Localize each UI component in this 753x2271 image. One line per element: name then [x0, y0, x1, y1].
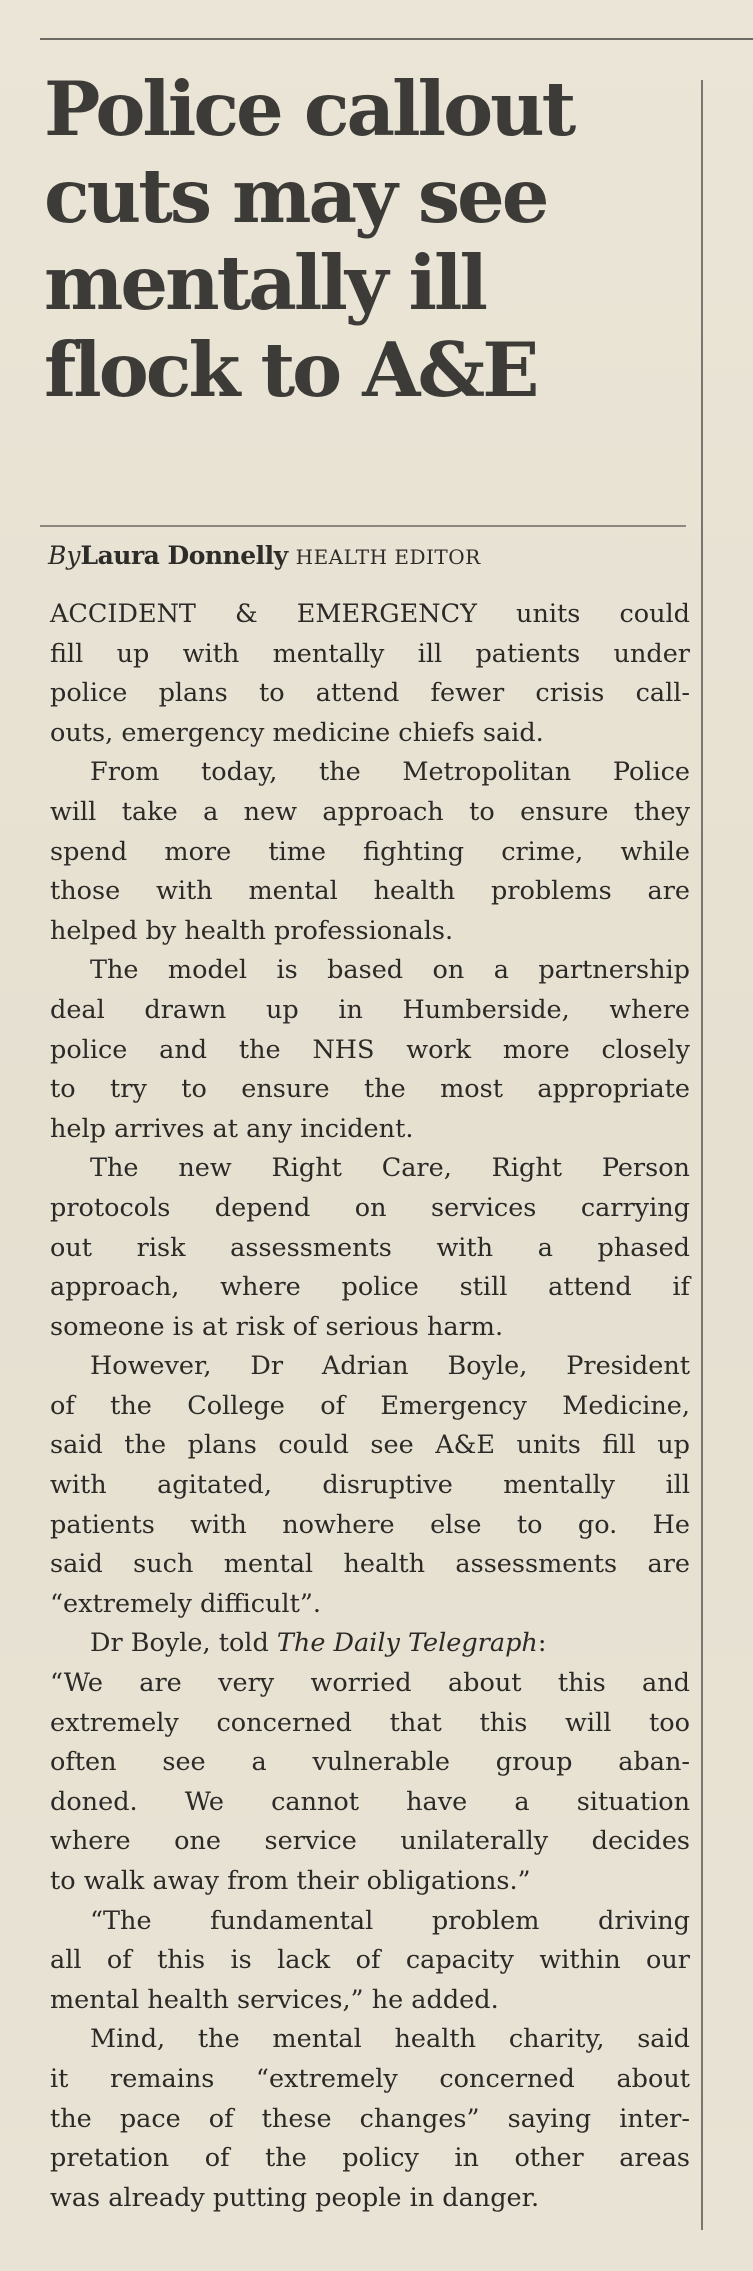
paragraph-6 — [50, 1624, 690, 1901]
text-line: protocols depend on services carrying — [50, 1192, 690, 1223]
byline-by: By — [48, 541, 81, 570]
text-line: mental health services,” he added. — [50, 1984, 499, 2015]
text-line: out risk assessments with a phased — [50, 1232, 690, 1263]
text-line: with agitated, disruptive mentally ill — [50, 1470, 690, 1501]
text-line: where one service unilaterally decides — [50, 1826, 690, 1857]
text-line: Mind, the mental health charity, said — [90, 2024, 690, 2055]
headline-line: cuts may see — [44, 152, 547, 240]
text-line: ACCIDENT & EMERGENCY units could — [50, 599, 690, 629]
text-line: deal drawn up in Humberside, where — [50, 994, 690, 1025]
text-line — [50, 1624, 690, 1664]
text-line: “We are very worried about this and — [50, 1668, 690, 1699]
byline-role: HEALTH EDITOR — [295, 545, 481, 569]
text-line: police and the NHS work more closely — [50, 1034, 690, 1065]
paragraph-1 — [50, 595, 690, 753]
paragraph-2 — [50, 753, 690, 951]
text-line: all of this is lack of capacity within our — [50, 1945, 690, 1976]
paragraph-3 — [50, 951, 690, 1149]
text-line: patients with nowhere else to go. He — [50, 1509, 690, 1540]
text-line: to try to ensure the most appropriate — [50, 1074, 690, 1105]
text-line: pretation of the policy in other areas — [50, 2143, 690, 2174]
text-line: said such mental health assessments are — [50, 1549, 690, 1580]
text-line: The model is based on a partnership — [90, 955, 690, 986]
text-line: outs, emergency medicine chiefs said. — [50, 717, 544, 748]
text-line: approach, where police still attend if — [50, 1272, 690, 1303]
text-line: said the plans could see A&E units fill up — [50, 1430, 690, 1461]
paragraph-5 — [50, 1347, 690, 1624]
text-line: will take a new approach to ensure they — [50, 796, 690, 827]
headline — [44, 66, 684, 414]
paragraph-4 — [50, 1149, 690, 1347]
byline-rule — [40, 525, 686, 527]
paragraph-8 — [50, 2020, 690, 2218]
text-line: help arrives at any incident. — [50, 1113, 414, 1144]
text-line: fill up with mentally ill patients under — [50, 638, 690, 669]
text-line: helped by health professionals. — [50, 915, 454, 946]
top-rule — [40, 38, 753, 40]
text-line: someone is at risk of serious harm. — [50, 1311, 504, 1342]
byline — [48, 536, 688, 577]
headline-line: mentally ill — [44, 239, 485, 327]
text-line: the pace of these changes” saying inter- — [50, 2103, 690, 2134]
publication-name: The Daily Telegraph — [276, 1628, 538, 1659]
text-line: spend more time fighting crime, while — [50, 836, 690, 867]
text-line: it remains “extremely concerned about — [50, 2063, 690, 2094]
headline-line: Police callout — [44, 65, 574, 153]
byline-author: Laura Donnelly — [80, 541, 288, 570]
text-line: “The fundamental problem driving — [90, 1905, 690, 1936]
text-line: “extremely difficult”. — [50, 1588, 321, 1619]
text-line: police plans to attend fewer crisis call- — [50, 678, 690, 709]
paragraph-7 — [50, 1902, 690, 2021]
column-rule — [701, 80, 703, 2230]
article-body — [50, 595, 690, 2218]
text-line: to walk away from their obligations.” — [50, 1866, 531, 1896]
text-line: those with mental health problems are — [50, 876, 690, 907]
text-line: From today, the Metropolitan Police — [90, 757, 690, 788]
text-line: doned. We cannot have a situation — [50, 1786, 690, 1817]
text-line: of the College of Emergency Medicine, — [50, 1390, 690, 1421]
text-line: However, Dr Adrian Boyle, President — [90, 1351, 690, 1382]
text-fragment: Dr Boyle, told — [90, 1628, 277, 1659]
text-line: extremely concerned that this will too — [50, 1707, 690, 1738]
text-line: often see a vulnerable group aban- — [50, 1747, 690, 1778]
headline-line: flock to A&E — [44, 326, 537, 414]
text-fragment: : — [537, 1628, 547, 1659]
text-line: was already putting people in danger. — [50, 2182, 540, 2213]
text-line: The new Right Care, Right Person — [90, 1153, 690, 1184]
